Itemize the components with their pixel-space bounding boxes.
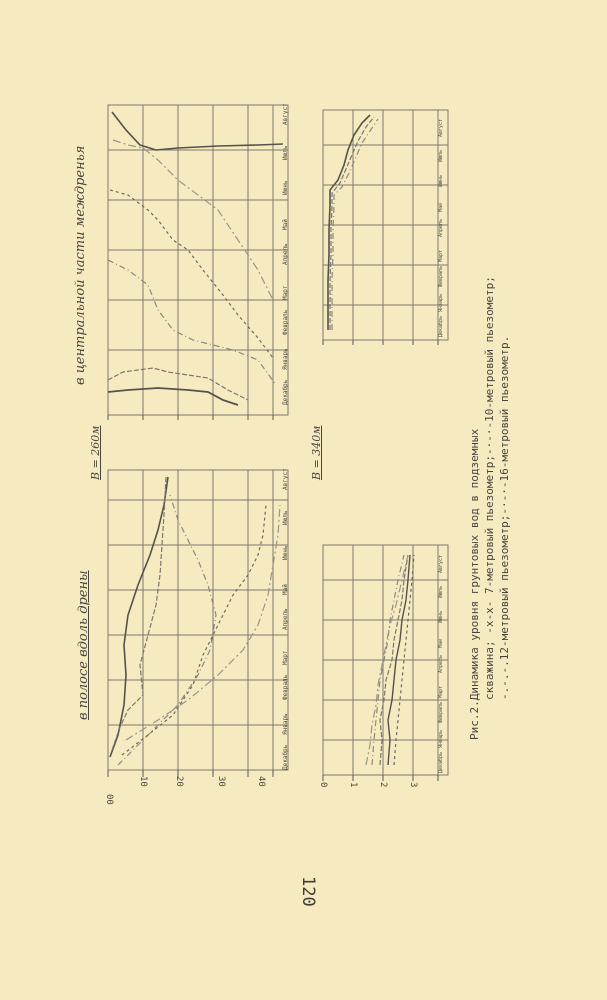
month-label: Апрель <box>282 608 289 630</box>
panel-d-graph <box>318 105 453 345</box>
month-label: Июнь <box>438 174 444 187</box>
panel-a-y-ticks <box>100 772 300 805</box>
panel-c-y-ticks <box>318 780 458 804</box>
month-label: Апрель <box>438 218 444 237</box>
month-label: Август <box>282 468 289 490</box>
y-tick: 0 <box>318 782 328 788</box>
month-label: Июль <box>282 145 289 160</box>
month-label: Июль <box>282 510 289 525</box>
month-label: Январь <box>438 293 444 312</box>
heading-spacing-260: В = 260м <box>89 425 102 480</box>
y-tick: 2 <box>378 782 388 788</box>
month-label: Март <box>282 285 289 300</box>
month-label: Февраль <box>438 265 444 287</box>
month-label: Май <box>438 638 444 648</box>
figure-caption-line-3: -.-.-.12-метровый пьезометр;-·-·-16-метровый пьезометр. <box>498 335 511 700</box>
panel-b-series-extra <box>112 112 283 150</box>
panel-d-series-well <box>328 115 370 330</box>
y-tick: 30 <box>216 776 226 787</box>
heading-central-interdrain: в центральной части междренья <box>73 145 88 385</box>
panel-a-grid <box>108 470 288 770</box>
month-label: Декабрь <box>282 379 289 405</box>
panel-a-series-16m <box>126 505 280 740</box>
y-tick: 40 <box>256 776 266 787</box>
panel-b-series-12m <box>110 190 273 358</box>
month-label: Май <box>282 219 289 230</box>
month-label: Июнь <box>282 545 289 560</box>
month-label: Январь <box>438 729 444 748</box>
panel-c-grid <box>323 545 448 775</box>
month-label: Декабрь <box>438 315 444 337</box>
panel-a-month-labels <box>282 470 302 770</box>
month-label: Июнь <box>282 180 289 195</box>
month-label: Январь <box>282 348 289 370</box>
panel-d-month-labels <box>438 112 458 337</box>
month-label: Март <box>282 650 289 665</box>
panel-a-series-12m <box>122 505 266 755</box>
figure-caption-line-2: скважина; -x-x- 7-метровый пьезометр;-·-·-10-метровый пьезометр; <box>483 276 496 700</box>
panel-c-month-labels <box>438 548 458 773</box>
month-label: Май <box>282 584 289 595</box>
panel-b-series-10m <box>108 260 276 385</box>
month-label: Июль <box>438 149 444 162</box>
y-tick: 3 <box>408 782 418 788</box>
panel-a-graph <box>98 465 298 785</box>
panel-a-series-7m <box>112 477 166 750</box>
panel-b-grid <box>108 105 288 415</box>
month-label: Февраль <box>282 309 289 335</box>
month-label: Август <box>438 554 444 573</box>
month-label: Август <box>282 103 289 125</box>
y-tick: 1 <box>348 782 358 788</box>
month-label: Июль <box>438 585 444 598</box>
month-label: Август <box>438 118 444 137</box>
month-label: Январь <box>282 713 289 735</box>
panel-d-grid <box>323 110 448 340</box>
month-label: Март <box>438 249 444 262</box>
y-tick: 00 <box>104 794 114 805</box>
month-label: Март <box>438 685 444 698</box>
panel-b-series-16m <box>113 140 273 300</box>
y-tick: 10 <box>138 776 148 787</box>
month-label: Февраль <box>282 674 289 700</box>
month-label: Декабрь <box>282 744 289 770</box>
panel-b-month-labels <box>282 105 302 405</box>
panel-a-series-well <box>110 477 168 757</box>
heading-spacing-340: В = 340м <box>310 425 323 480</box>
month-label: Февраль <box>438 701 444 723</box>
panel-b-series-well <box>108 388 238 405</box>
panel-c-graph <box>318 540 453 788</box>
month-label: Декабрь <box>438 751 444 773</box>
month-label: Апрель <box>282 243 289 265</box>
panel-b-graph <box>98 100 298 420</box>
month-label: Апрель <box>438 654 444 673</box>
figure-caption-line-1: Рис.2.Динамика уровня грунтовых вод в подземных <box>468 428 481 740</box>
panel-d-series-7m <box>330 117 374 330</box>
heading-strip-along-drain: в полосе вдоль дрены <box>76 570 91 720</box>
page-number: 120 <box>298 876 318 907</box>
y-tick: 20 <box>174 776 184 787</box>
month-label: Июнь <box>438 610 444 623</box>
month-label: Май <box>438 202 444 212</box>
